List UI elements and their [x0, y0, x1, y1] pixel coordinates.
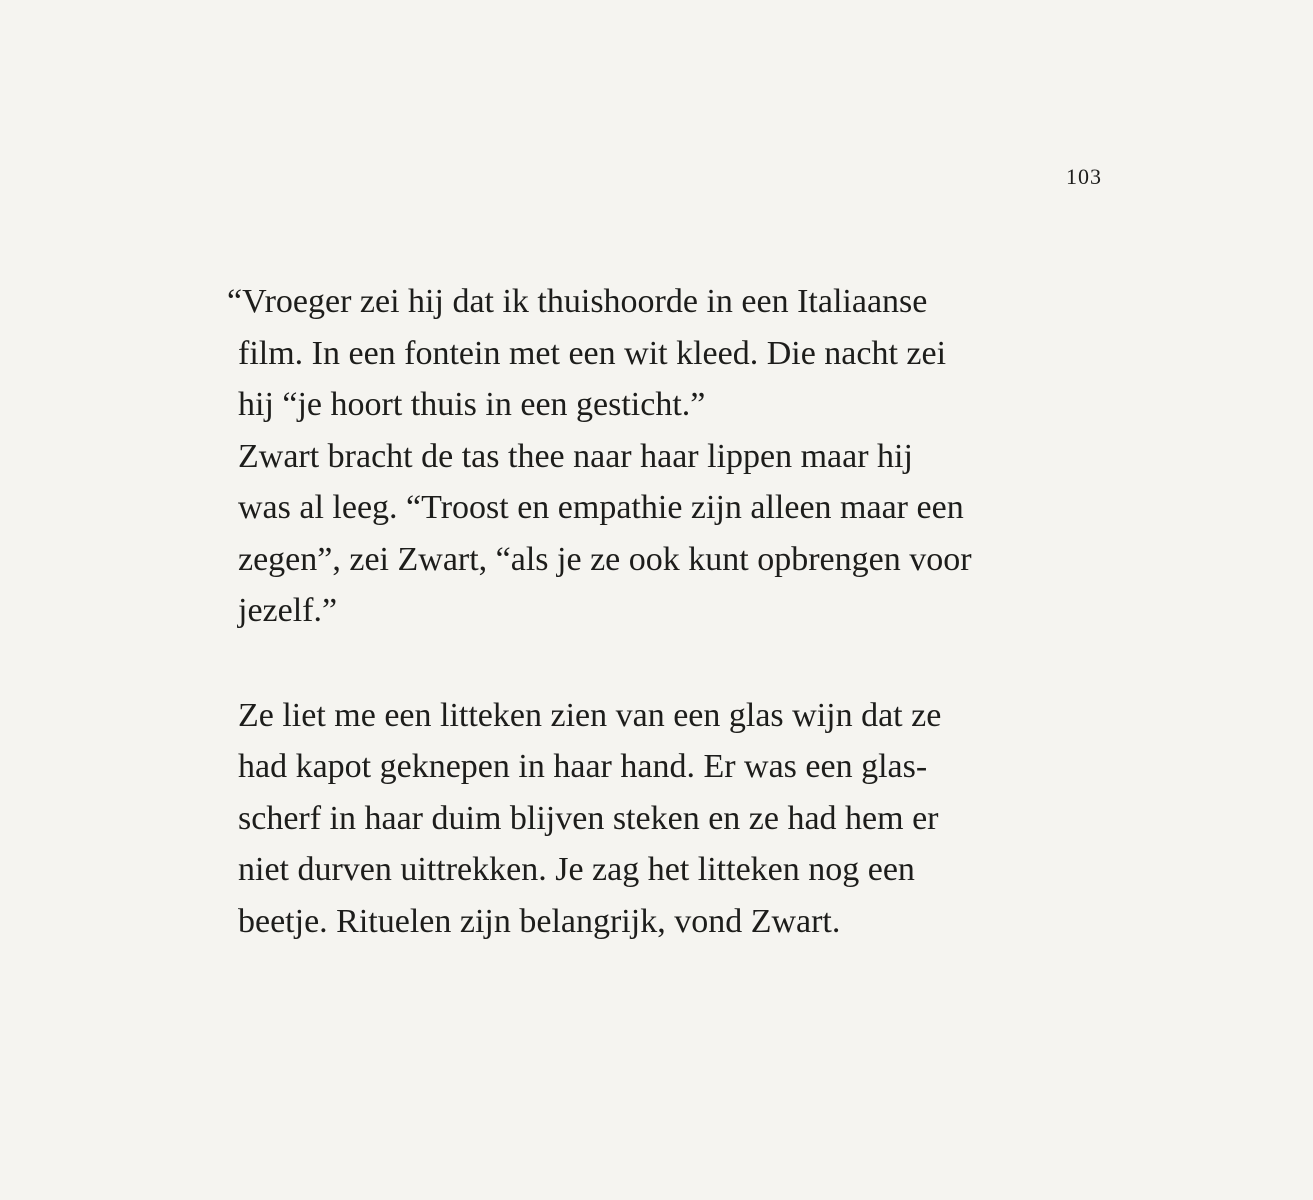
text-line: had kapot geknepen in haar hand. Er was een glas- — [238, 748, 928, 785]
page-number: 103 — [1066, 164, 1102, 189]
text-line: scherf in haar duim blijven steken en ze had hem er — [238, 799, 939, 837]
text-line: “Vroeger zei hij dat ik thuishoorde in een Italiaanse — [227, 283, 928, 320]
text-line: Zwart bracht de tas thee naar haar lippen maar hij — [238, 437, 913, 475]
text-line: hij “je hoort thuis in een gesticht.” — [238, 386, 706, 423]
body-text — [227, 276, 1038, 947]
text-line: beetje. Rituelen zijn belangrijk, vond Zwart. — [238, 902, 841, 940]
paragraph-gap — [238, 637, 1038, 690]
paragraph-2 — [238, 690, 1038, 948]
text-line: zegen”, zei Zwart, “als je ze ook kunt opbrengen voor — [238, 540, 972, 578]
text-line: niet durven uittrekken. Je zag het litteken nog een — [238, 851, 915, 888]
text-line: film. In een fontein met een wit kleed. Die nacht zei — [238, 334, 947, 372]
text-line: was al leeg. “Troost en empathie zijn alleen maar een — [238, 489, 964, 526]
text-line: Ze liet me een litteken zien van een glas wijn dat ze — [238, 696, 942, 734]
paragraph-1 — [227, 276, 1038, 637]
text-line: jezelf.” — [238, 592, 338, 629]
